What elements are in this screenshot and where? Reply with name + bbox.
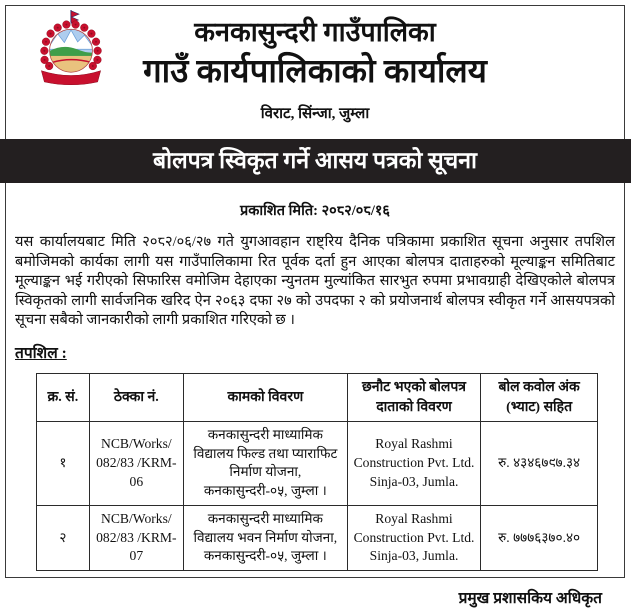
cell-selected-bidder: Royal Rashmi Construction Pvt. Ltd. Sinja-03, Jumla. — [347, 505, 481, 570]
header-sn: क्र. सं. — [37, 374, 90, 422]
municipality-title: कनकासुन्दरी गाउँपालिका — [194, 17, 436, 47]
cell-work-description: कनकासुन्दरी माध्यामिक विद्यालय भवन निर्माण योजना, कनकासुन्दरी-०५, जुम्ला । — [183, 505, 347, 570]
cell-bid-amount: रु. ४३४६७९७.३४ — [481, 421, 598, 505]
table-header-row — [37, 374, 598, 422]
cell-sn: २ — [37, 505, 90, 570]
notice-title-banner: बोलपत्र स्विकृत गर्ने आसय पत्रको सूचना — [0, 139, 631, 183]
signatory-title: प्रमुख प्रशासकिय अधिकृत — [458, 590, 602, 608]
header-contract-no: ठेक्का नं. — [89, 374, 183, 422]
table-row — [37, 505, 598, 570]
cell-selected-bidder: Royal Rashmi Construction Pvt. Ltd. Sinja-03, Jumla. — [347, 421, 481, 505]
cell-sn: १ — [37, 421, 90, 505]
header-bid-amount: बोल कवोल अंक (भ्याट) सहित — [481, 374, 598, 422]
cell-bid-amount: रु. ७७७६३७०.४० — [481, 505, 598, 570]
document-frame — [5, 5, 625, 608]
bids-table — [36, 373, 598, 571]
cell-work-description: कनकासुन्दरी माध्यामिक विद्यालय फिल्ड तथा प्याराफिट निर्माण योजना, कनकासुन्दरी-०५, जुम्ला । — [183, 421, 347, 505]
office-title: गाउँ कार्यपालिकाको कार्यालय — [143, 54, 487, 91]
published-date: प्रकाशित मिति: २०८२/०८/१६ — [240, 203, 390, 220]
table-row — [37, 421, 598, 505]
nepal-emblem-icon — [34, 8, 108, 92]
document-header — [6, 6, 624, 123]
cell-contract-no: NCB/Works/ 082/83 /KRM-07 — [89, 505, 183, 570]
header-work-description: कामको विवरण — [183, 374, 347, 422]
office-address: विराट, सिंन्जा, जुम्ला — [260, 105, 370, 122]
header-selected-bidder: छनौट भएको बोलपत्र दाताको विवरण — [347, 374, 481, 422]
notice-paragraph: यस कार्यालयबाट मिति २०८२/०६/२७ गते युगआवहान राष्ट्रिय दैनिक पत्रिकामा प्रकाशित सूचना अनुसार तपशिल बमोजिमको कार्यका लागी यस गाउँपालिकामा रित पूर्वक दर्ता हुन आएका बोलपत्र दाताहरुको मूल्याङ्कन समितिबाट मूल्याङ्कन भई गरीएको सिफारिस वमोजिम देहाएका न्युनतम मुल्यांकित सारभुत रुपमा प्रभावग्राही देखिएकोले बोलपत्र स्विकृतको लागी सार्वजनिक खरिद ऐन २०६३ दफा २७ को उपदफा २ को प्रयोजनार्थ बोलपत्र स्वीकृत गर्ने आसयपत्रको सूचना सबैको जानकारीको लागी प्रकाशित गरिएको छ । — [15, 234, 615, 328]
cell-contract-no: NCB/Works/ 082/83 /KRM-06 — [89, 421, 183, 505]
tapashil-label: तपशिल : — [15, 345, 67, 363]
